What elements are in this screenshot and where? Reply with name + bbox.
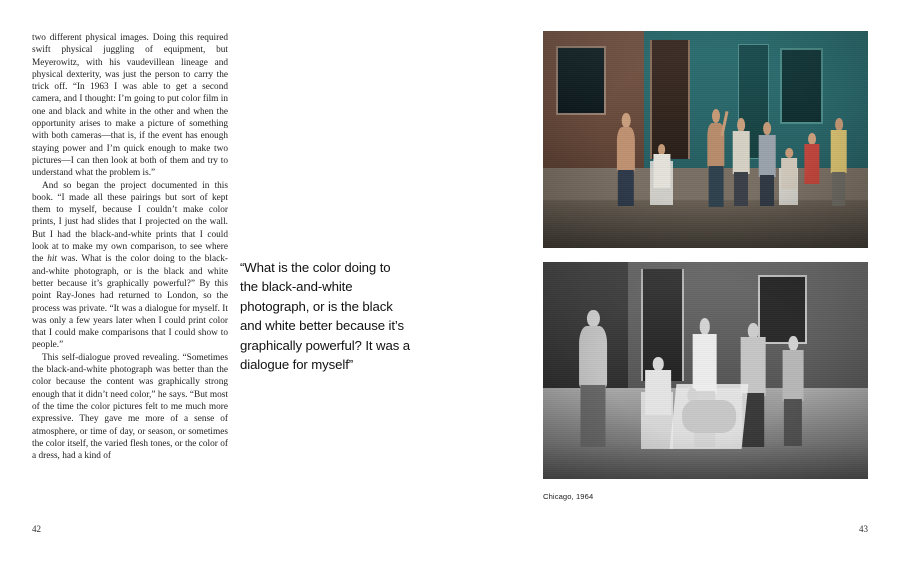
photo-color-street [543, 31, 868, 248]
color-photo-illustration [543, 31, 868, 248]
paragraph-2: And so began the project documented in this book. “I made all these pairings but sort of kept them to myself, because I couldn’t make color prints, I just had slides that I projected on the wall. But I had the black-and-white prints that I could look at to make my own comparison, to see where the hit was. What is the color doing to the black-and-white photograph, or is the black and white better because it’s graphically powerful?” By this point Ray-Jones had returned to London, so the process was private. “It was a dialogue for myself. It was only a few years later when I could print color that I could make comparisons that I could show to people.” [32, 180, 228, 351]
bw-standing-boy [780, 336, 806, 445]
child-right [803, 133, 821, 205]
standing-person-right-2 [758, 122, 778, 204]
standing-person-far-right [829, 118, 849, 205]
page-number-left: 42 [32, 524, 41, 534]
paragraph-3: This self-dialogue proved revealing. “Sometimes the black-and-white photograph was better than the color because the content was graphically strong enough that it didn’t need color,” he says. “But most of the time the color pictures felt to me much more expressive. They gave me more of a sense of atmosphere, or time of day, or season, or sometimes the color itself, the varied flesh tones, or the color of a dress, had a kind of [32, 352, 228, 462]
photo-bw-street [543, 262, 868, 479]
bw-photo-illustration [543, 262, 868, 479]
photo-caption: Chicago, 1964 [543, 492, 594, 501]
bw-reclining-man [680, 388, 739, 444]
sidewalk [543, 200, 868, 248]
right-window [780, 48, 823, 124]
dark-doorway [650, 40, 690, 159]
seated-person-2 [780, 148, 798, 204]
standing-man-center [706, 109, 727, 204]
bw-shirtless-man [576, 310, 612, 445]
bw-seated-man-1 [644, 357, 673, 444]
page-number-right: 43 [859, 524, 868, 534]
body-text-column [32, 32, 228, 462]
standing-person-right-1 [732, 118, 752, 205]
pull-quote: “What is the color doing to the black-and-white photograph, or is the black and white better because it’s graphically powerful? It was a dialogue for myself” [240, 260, 410, 373]
standing-man-left [615, 113, 638, 204]
paragraph-1: two different physical images. Doing this required swift physical juggling of equipment, but Meyerowitz, with his vaudevillean lineage and physical dexterity, was just the person to carry the trick off. “In 1963 I was able to get a second camera, and I thought: I’m going to put color film in one and black and white in the other and when the opportunity arises to make a picture of something with both cameras—that is, if the event has enough staying power and I’m quick enough to make two pictures—I can then look at both of them and try to understand what the problem is.” [32, 33, 228, 179]
left-window [556, 46, 606, 115]
seated-person-1 [652, 144, 672, 205]
